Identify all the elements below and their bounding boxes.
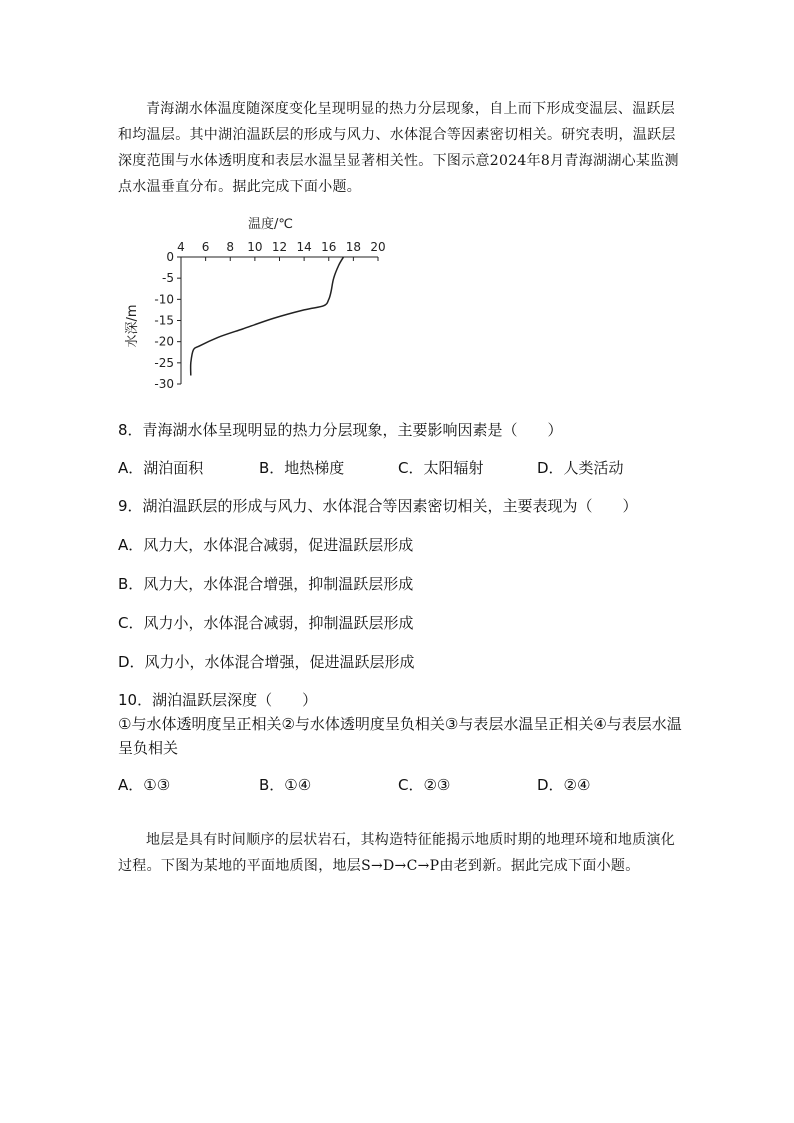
q8-option-b[interactable]: B．地热梯度 [259, 459, 345, 477]
question-9-stem: 9．湖泊温跃层的形成与风力、水体混合等因素密切相关，主要表现为（ ） [118, 497, 638, 515]
x-tick-label: 14 [296, 240, 312, 254]
q10-option-c[interactable]: C．②③ [398, 776, 451, 794]
x-axis-title: 温度/℃ [248, 217, 293, 232]
x-tick-label: 8 [226, 240, 235, 254]
x-tick-label: 6 [201, 240, 210, 254]
temperature-curve [191, 257, 344, 376]
x-tick-label: 16 [321, 240, 337, 254]
q9-option-a[interactable]: A．风力大，水体混合减弱，促进温跃层形成 [118, 536, 414, 554]
y-tick-label: -20 [154, 334, 174, 349]
q10-option-a[interactable]: A．①③ [118, 776, 171, 794]
q9-option-b[interactable]: B．风力大，水体混合增强，抑制温跃层形成 [118, 575, 414, 593]
question-8-stem: 8．青海湖水体呈现明显的热力分层现象，主要影响因素是（ ） [118, 421, 563, 439]
q8-option-d[interactable]: D．人类活动 [537, 459, 624, 477]
x-tick-label: 4 [177, 240, 185, 254]
question-10-options [118, 773, 684, 797]
y-tick-label: 0 [166, 250, 174, 264]
passage-intro: 青海湖水体温度随深度变化呈现明显的热力分层现象，自上而下形成变温层、温跃层和均温层。其中湖泊温跃层的形成与风力、水体混合等因素密切相关。研究表明，温跃层深度范围与水体透明度和表层水温呈显著相关性。下图示意2024年8月青海湖湖心某监测点水温垂直分布。据此完成下面小题。 [118, 101, 679, 195]
y-axis-ticks [154, 250, 181, 391]
x-tick-label: 20 [370, 240, 386, 254]
question-10-stem: 10．湖泊温跃层深度（ ） [118, 691, 318, 709]
q10-option-b[interactable]: B．①④ [259, 776, 312, 794]
y-tick-label: -15 [154, 313, 174, 328]
question-8-options [118, 456, 684, 480]
x-tick-label: 12 [271, 240, 288, 254]
x-tick-label: 18 [345, 240, 362, 254]
q9-option-c[interactable]: C．风力小，水体混合减弱，抑制温跃层形成 [118, 614, 414, 632]
q10-statements: ①与水体透明度呈正相关②与水体透明度呈负相关③与表层水温呈正相关④与表层水温呈负相关 [118, 715, 682, 757]
q10-option-d[interactable]: D．②④ [537, 776, 591, 794]
q8-option-a[interactable]: A．湖泊面积 [118, 459, 204, 477]
y-tick-label: -25 [154, 355, 174, 370]
y-tick-label: -30 [154, 377, 174, 391]
q8-option-c[interactable]: C．太阳辐射 [398, 459, 484, 477]
y-tick-label: -5 [162, 271, 174, 286]
q9-option-d[interactable]: D．风力小，水体混合增强，促进温跃层形成 [118, 653, 415, 671]
water-temperature-chart [110, 208, 400, 398]
x-tick-label: 10 [247, 240, 263, 254]
y-tick-label: -10 [154, 292, 174, 307]
x-axis-ticks [177, 240, 385, 261]
passage-geology: 地层是具有时间顺序的层状岩石，其构造特征能揭示地质时期的地理环境和地质演化过程。下图为某地的平面地质图，地层S→D→C→P由老到新。据此完成下面小题。 [118, 832, 676, 874]
y-axis-title: 水深/m [125, 304, 140, 348]
